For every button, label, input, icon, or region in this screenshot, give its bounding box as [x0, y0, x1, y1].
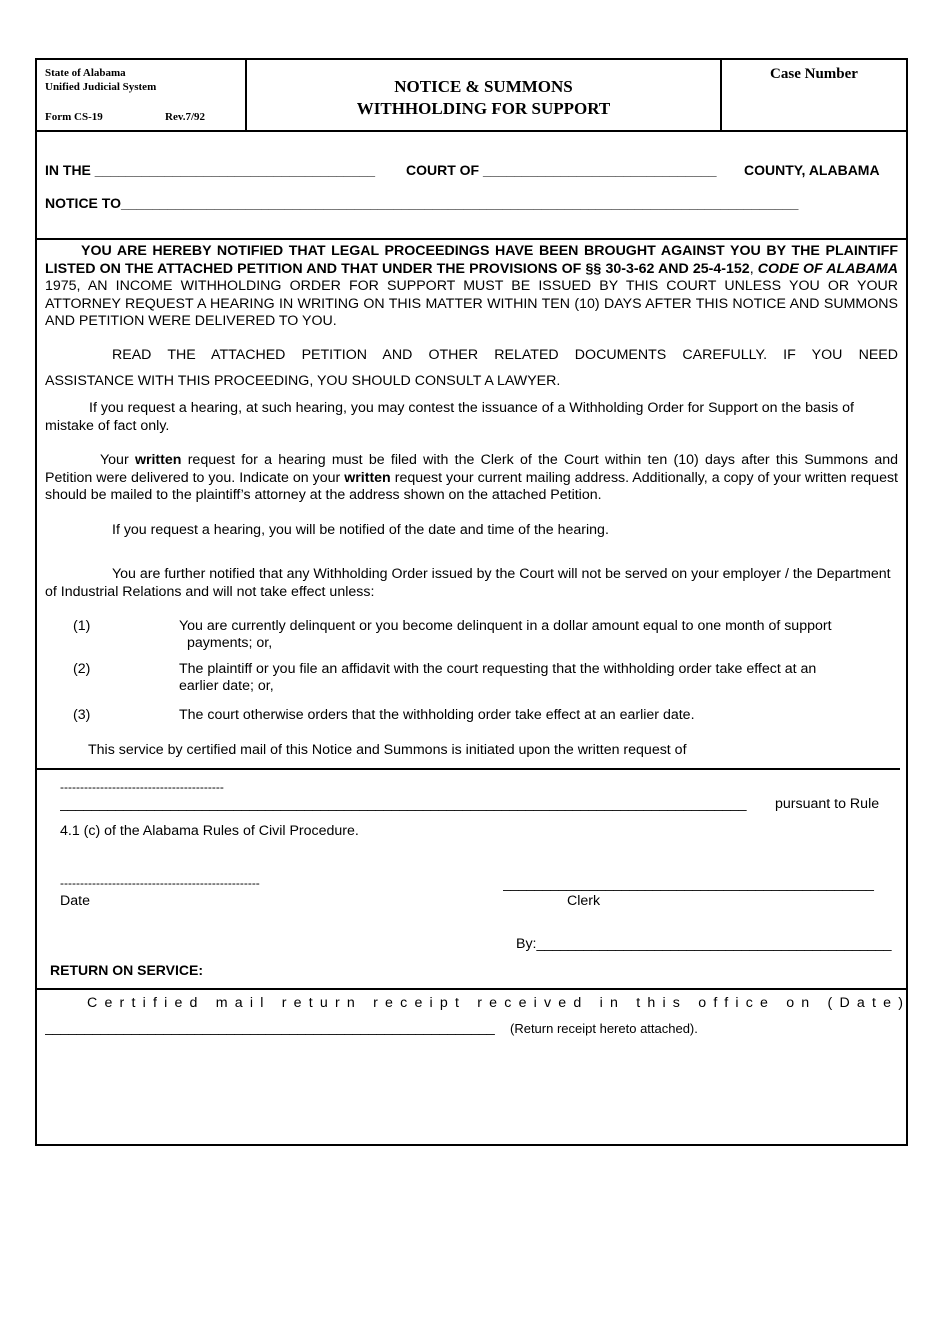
requester-dash-line: -----------------------------------------	[60, 780, 224, 794]
clerk-label: Clerk	[567, 893, 601, 909]
condition-text: The plaintiff or you file an affidavit with the court requesting that the withholding order take effect at an	[179, 661, 817, 677]
system-label: Unified Judicial System	[45, 81, 157, 93]
notice-paragraph: YOU ARE HEREBY NOTIFIED THAT LEGAL PROCEEDINGS HAVE BEEN BROUGHT AGAINST YOU BY THE PLAINTIFF LISTED ON THE ATTACHED PETITION AND THAT UNDER THE PROVISIONS OF §§ 30-3-62 AND 25-4-152, CODE OF ALABAMA 1975, AN INCOME WITHHOLDING ORDER FOR SUPPORT MUST BE ISSUED BY THIS COURT UNLESS YOU OR YOUR ATTORNEY REQUEST A HEARING IN WRITING ON THIS MATTER WITHIN TEN (10) DAYS AFTER THIS NOTICE AND SUMMONS AND PETITION WERE DELIVERED TO YOU.	[45, 243, 898, 330]
read-petition-line2: ASSISTANCE WITH THIS PROCEEDING, YOU SHOULD CONSULT A LAWYER.	[45, 373, 561, 389]
form-title-line1: NOTICE & SUMMONS	[394, 77, 573, 96]
receipt-attached-label: (Return receipt hereto attached).	[510, 1021, 698, 1036]
hearing-contest-paragraph: If you request a hearing, at such hearing, you may contest the issuance of a Withholding Order for Support on the basis of mistake of fact only.	[45, 400, 854, 434]
court-section	[35, 130, 908, 240]
read-petition-line1: READ THE ATTACHED PETITION AND OTHER RELATED DOCUMENTS CAREFULLY. IF YOU NEED	[112, 347, 898, 363]
state-label: State of Alabama	[45, 67, 126, 79]
condition-number: (1)	[73, 618, 91, 634]
condition-text: The court otherwise orders that the withholding order take effect at an earlier date.	[179, 707, 695, 723]
further-notified-paragraph: You are further notified that any Withholding Order issued by the Court will not be served on your employer / the Department of Industrial Relations and will not take effect unless:	[45, 566, 891, 600]
condition-text: You are currently delinquent or you become delinquent in a dollar amount equal to one month of support	[179, 618, 832, 634]
receipt-date-field[interactable]: _________________________________________________________	[45, 1020, 495, 1036]
certified-mail-receipt-line: Certified mail return receipt received in this office on (Date)	[87, 995, 911, 1011]
by-signature-field[interactable]: By:_____________________________________________	[516, 936, 892, 952]
condition-number: (3)	[73, 707, 91, 723]
notice-to-field[interactable]: NOTICE TO_______________________________________________________________________________________	[45, 195, 799, 211]
date-label: Date	[60, 893, 90, 909]
condition-number: (2)	[73, 661, 91, 677]
form-title-line2: WITHHOLDING FOR SUPPORT	[356, 99, 611, 118]
in-the-field[interactable]: IN THE ____________________________________	[45, 162, 376, 178]
return-on-service-label: RETURN ON SERVICE:	[50, 962, 203, 978]
form-number: Form CS-19	[45, 111, 103, 123]
requester-name-field[interactable]: _______________________________________________________________________________________	[60, 796, 747, 812]
pursuant-label: pursuant to Rule	[775, 796, 880, 812]
clerk-signature-field[interactable]: _______________________________________________	[503, 876, 874, 892]
hearing-notification-paragraph: If you request a hearing, you will be notified of the date and time of the hearing.	[112, 522, 609, 538]
certified-mail-request-paragraph: This service by certified mail of this Notice and Summons is initiated upon the written request of	[88, 742, 687, 758]
rule-reference: 4.1 (c) of the Alabama Rules of Civil Procedure.	[60, 823, 359, 839]
date-dash-line[interactable]: --------------------------------------------------	[60, 876, 260, 890]
revision-date: Rev.7/92	[165, 111, 206, 123]
county-label: COUNTY, ALABAMA	[744, 162, 880, 178]
section-divider	[37, 768, 900, 770]
condition-text-cont: earlier date; or,	[179, 678, 274, 694]
court-of-field[interactable]: COURT OF ______________________________	[406, 162, 717, 178]
code-of-alabama: CODE OF ALABAMA	[757, 260, 898, 277]
case-number-label: Case Number	[770, 66, 858, 82]
written-request-paragraph: Your written request for a hearing must be filed with the Clerk of the Court within ten (10) days after this Summons and Petition were delivered to you. Indicate on your written request your current mailing address. Additionally, a copy of your written request should be mailed to the plaintiff’s attorney at the address shown on the attached Petition.	[45, 452, 899, 504]
condition-text-cont: payments; or,	[187, 635, 273, 651]
